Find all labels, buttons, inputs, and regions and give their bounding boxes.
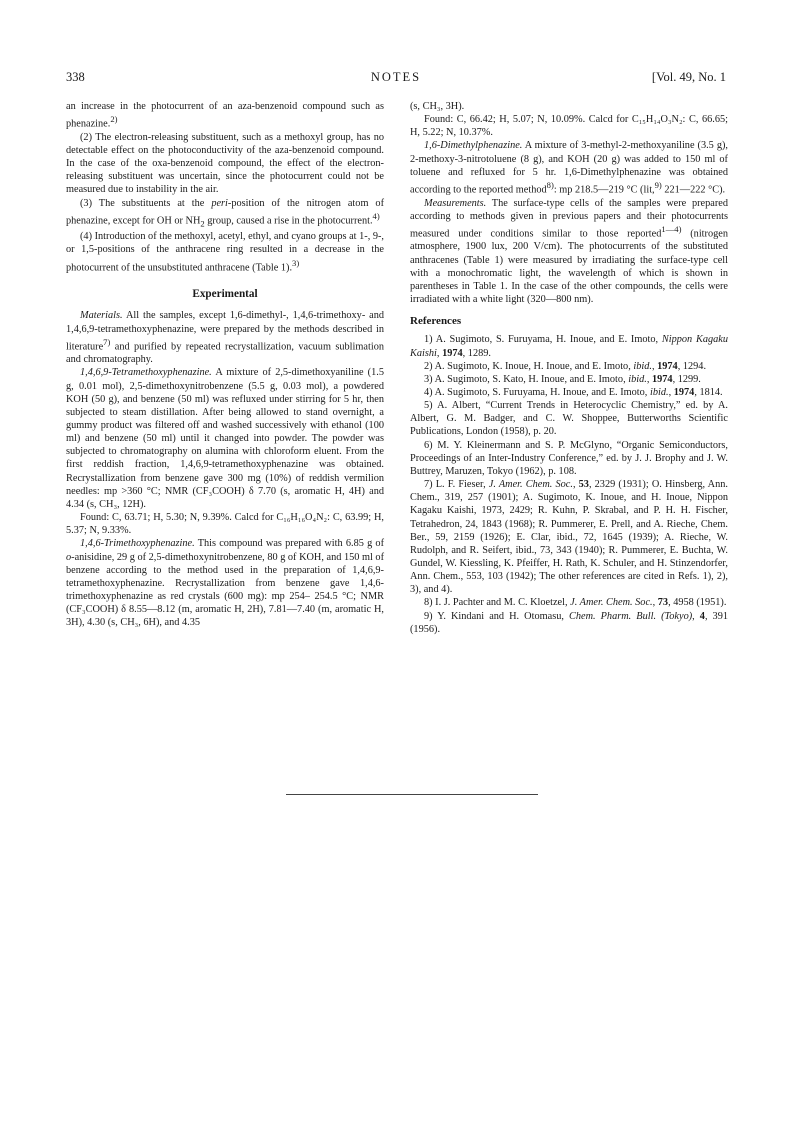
reference-item: 8) I. J. Pachter and M. C. Kloetzel, J. Amer. Chem. Soc., 73, 4958 (1951).	[424, 597, 727, 609]
paragraph-continued: an increase in the photocurrent of an aza-benzenoid compound such as phenazine.$^{2)}$	[66, 101, 384, 130]
tetramethoxy-paragraph: 1,4,6,9-Tetramethoxyphenazine. A mixture of 2,5-dimethoxyaniline (1.5 g, 0.01 mol), 2,5-dimethoxynitrobenzene (5.5 g, 0.03 mol), a powdered KOH (50 g), and benzene (50 ml) was refluxed under stirring for 5 hr, then subjected to steam distillation. After being allowed to stand overnight, a gummy product was filtered off and washed successively with ethanol (100 ml) and benzene (50 ml) until it changed into powder. The powder was subjected to chromatography on alumina with chloroform eluent. From the first reddish fraction, 1,4,6,9-tetramethoxyphenazine was obtained. Recrystallization from benzene gave 300 mg (10%) of reddish vermilion needles: mp >360 °C; NMR (CF₃COOH) δ 7.70 (s, aromatic H, 4H) and 4.34 (s, CH₃, 12H).	[66, 367, 384, 510]
measurements-paragraph: Measurements. The surface-type cells of the samples were prepared according to methods given in previous papers and their photocurrents measured under conditions similar to those reported$^{1—4)}$ (nitrogen atmosphere, 1900 lux, 200 V/cm). The photocurrents of the substituted anthracenes (Table 1) were measured by irradiating the surface-type cell with a monochromatic light, the wavelength of which is shown in parentheses in Table 1. In the case of the other compounds, the cells were irradiated with a white light (320—800 nm).	[410, 197, 728, 306]
dimethyl-paragraph: 1,6-Dimethylphenazine. A mixture of 3-methyl-2-methoxyaniline (3.5 g), 2-methoxy-3-nitrotoluene (8 g), and KOH (20 g) was added to 150 ml of toluene and refluxed for 5 hr. 1,6-Dimethylphenazine was obtained according to the reported method$^{8)}$: mp 218.5—219 °C (lit,$^{9)}$ 221—222 °C).	[410, 140, 728, 196]
running-title: NOTES	[370, 70, 422, 84]
volume-info: [Vol. 49, No. 1	[651, 70, 726, 84]
references-heading: References	[410, 315, 462, 328]
finding-2: (2) The electron-releasing substituent, such as a methoxyl group, has no detectable effect on the photoconductivity of the aza-benzenoid compound. In the case of the oxa-benzenoid compound, the effect of the electron-releasing substituent was uncertain, since the photocurrent could not be measured due to instability in the air.	[66, 131, 384, 196]
page-number: 338	[66, 70, 85, 84]
finding-3: (3) The substituents at the peri-position of the nitrogen atom of phenazine, except for OH or $NH_2$ group, caused a rise in the photocurrent.$^{4)}$	[66, 197, 384, 229]
trimethoxy-continued: (s, CH₃, 3H).	[410, 101, 465, 112]
reference-item: 2) A. Sugimoto, K. Inoue, H. Inoue, and E. Imoto, ibid., 1974, 1294.	[424, 360, 707, 372]
trimethoxy-found: Found: C, 66.42; H, 5.07; N, 10.09%. Calcd for C₁₅H₁₄O₃N₂: C, 66.65; H, 5.22; N, 10.37%.	[410, 114, 728, 139]
reference-item: 3) A. Sugimoto, S. Kato, H. Inoue, and E. Imoto, ibid., 1974, 1299.	[424, 373, 701, 385]
tetramethoxy-found: Found: C, 63.71; H, 5.30; N, 9.39%. Calcd for C₁₆H₁₆O₄N₂: C, 63.99; H, 5.37; N, 9.33%.	[66, 512, 384, 537]
materials-paragraph: Materials. All the samples, except 1,6-dimethyl-, 1,4,6-trimethoxy- and 1,4,6,9-tetramethoxyphenazine, were prepared by the methods described in literature$^{7)}$ and purified by repeated recrystallization, vacuum sublimation and chromatography.	[66, 310, 384, 366]
finding-4: (4) Introduction of the methoxyl, acetyl, ethyl, and cyano groups at 1-, 9-, or 1,5-positions of the anthracene ring resulted in a decrease in the photocurrent of the unsubstituted anthracene (Table 1).$^{3)}$	[66, 231, 384, 274]
reference-item: 6) M. Y. Kleinermann and S. P. McGlyno, “Organic Semiconductors, Proceedings of an Inter-Industry Conference,” ed. by J. J. Brophy and J. W. Buttrey, Maruzen, Tokyo (1962), p. 108.	[410, 439, 729, 477]
reference-item: 9) Y. Kindani and H. Otomasu, Chem. Pharm. Bull. (Tokyo), 4, 391 (1956).	[410, 610, 729, 635]
reference-item: 1) A. Sugimoto, S. Furuyama, H. Inoue, and E. Imoto, Nippon Kagaku Kaishi, 1974, 1289.	[410, 334, 728, 359]
reference-item: 4) A. Sugimoto, S. Furuyama, H. Inoue, and E. Imoto, ibid., 1974, 1814.	[424, 386, 723, 398]
experimental-heading: Experimental	[192, 288, 258, 301]
page-header	[66, 70, 726, 88]
reference-item: 5) A. Albert, “Current Trends in Heterocyclic Chemistry,” ed. by A. Albert, G. M. Badger, and C. W. Shoppee, Butterworths Scientific Publications, London (1958), p. 20.	[410, 400, 728, 438]
left-column	[66, 100, 384, 630]
references-list	[410, 333, 728, 636]
end-rule	[286, 794, 538, 795]
right-column	[410, 100, 728, 636]
trimethoxy-paragraph: 1,4,6-Trimethoxyphenazine. This compound was prepared with 6.85 g of o-anisidine, 29 g of 2,5-dimethoxynitrobenzene, 80 g of KOH, and 150 ml of benzene according to the method used in the preparation of 1,4,6,9-tetramethoxyphenazine. Recrystallization from benzene gave 1,4,6-trimethoxyphenazine as red crystals (600 mg): mp 254– 254.5 °C; NMR (CF₃COOH) δ 8.55—8.12 (m, aromatic H, 2H), 7.81—7.40 (m, aromatic H, 3H), 4.30 (s, CH₃, 6H), and 4.35	[66, 538, 385, 629]
reference-item: 7) L. F. Fieser, J. Amer. Chem. Soc., 53, 2329 (1931); O. Hinsberg, Ann. Chem., 319, 257 (1901); A. Sugimoto, K. Inoue, and H. Inoue, Nippon Kagaku Kaishi, 1973, 2429; R. Kuhn, P. Skrabal, and P. H. H. Fischer, Tetrahedron, 24, 1843 (1968); R. Pummerer, E. Prell, and A. Rieche, Chem. Ber., 59, 2159 (1926); E. Clar, ibid., 72, 1645 (1939); A. Rieche, W. Rudolph, and R. Seifert, ibid., 73, 343 (1940); R. Pummerer, E. Buchta, W. Gundel, W. Kiessling, K. Pfeiffer, H. Rath, K. Schuler, and H. Stinzendorfer, Ann. Chem., 553, 103 (1942); The other references are cited in Refs. 1), 2), 3), and 4).	[410, 479, 728, 596]
